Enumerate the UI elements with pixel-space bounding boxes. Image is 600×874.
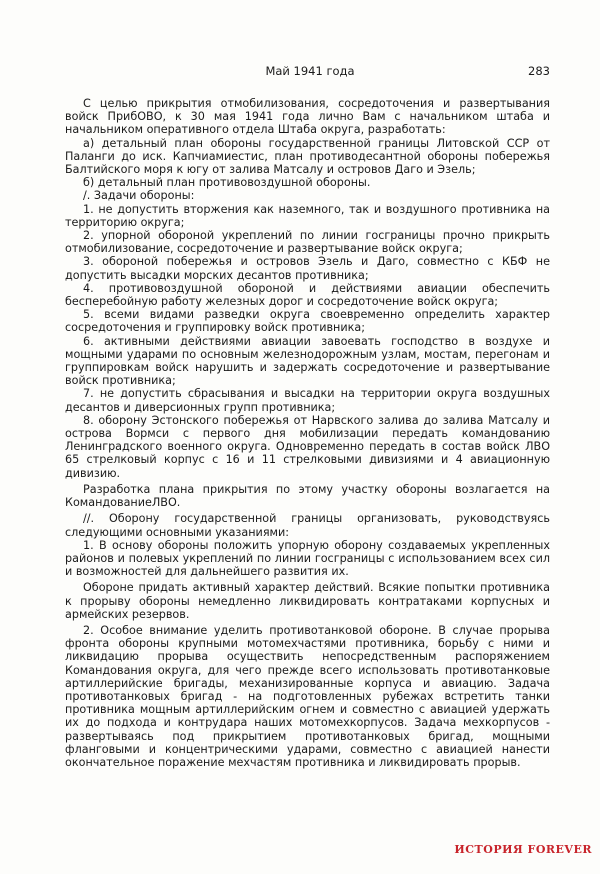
list-item-task-3: 3. обороной побережья и островов Эзель и Даго, совместно с КБФ не допустить высадки морских десантов противника; bbox=[65, 255, 550, 282]
list-item-task-6: 6. активными действиями авиации завоевать господство в воздухе и мощными ударами по основным железнодорожным узлам, мостам, перегонам и группировкам войск нарушить и задержать сосредоточение и развертывание войск противника; bbox=[65, 334, 550, 388]
list-item-task-4: 4. противовоздушной обороной и действиями авиации обеспечить бесперебойную работу железных дорог и сосредоточение войск округа; bbox=[65, 281, 550, 309]
list-item-task-5: 5. всеми видами разведки округа своевременно определить характер сосредоточения и группировку войск противника; bbox=[65, 308, 550, 335]
section-heading-defense-tasks: /. Задачи обороны: bbox=[83, 189, 195, 203]
paragraph-intro: С целью прикрытия отмобилизования, сосредоточения и развертывания войск ПрибОВО, к 30 мая 1941 года лично Вам с начальником штаба и начальником оперативного отдела Штаба округа, разработать: bbox=[65, 97, 550, 137]
document-body bbox=[65, 97, 550, 769]
list-item-task-7: 7. не допустить сбрасывания и высадки на территории округа воздушных десантов и диверсионных групп противника; bbox=[65, 387, 550, 414]
paragraph-plan-b: б) детальный план противовоздушной обороны. bbox=[83, 176, 371, 190]
running-header bbox=[70, 63, 550, 79]
watermark-logo: ИСТОРИЯ FOREVER bbox=[454, 843, 592, 856]
list-item-task-2: 2. упорной обороной укреплений по линии госграницы прочно прикрыть отмобилизование, сосредоточение и развертывание войск округа; bbox=[65, 229, 550, 256]
paragraph-plan-a: а) детальный план обороны государственной границы Литовской ССР от Паланги до иск. Капчиамиестис, план противодесантной обороны побережья Балтийского моря к югу от залива Матсалу и островов Даго и Эзель; bbox=[65, 136, 550, 177]
running-title: Май 1941 года bbox=[265, 64, 355, 78]
section-heading-border-defense: //. Оборону государственной границы организовать, руководствуясь следующими основными указаниями: bbox=[65, 512, 550, 539]
paragraph-active-defense: Обороне придать активный характер действий. Всякие попытки противника к прорыву обороны немедленно ликвидировать контратаками корпусных и армейских резервов. bbox=[65, 581, 550, 621]
paragraph-lvo-responsibility: Разработка плана прикрытия по этому участку обороны возлагается на КомандованиеЛВО. bbox=[65, 482, 550, 510]
list-item-instruction-1: 1. В основу обороны положить упорную оборону создаваемых укрепленных районов и полевых укреплений по линии госграницы с использованием всех сил и возможностей для дальнейшего развития их. bbox=[65, 538, 550, 579]
list-item-instruction-2: 2. Особое внимание уделить противотанковой обороне. В случае прорыва фронта обороны крупными мотомехчастями противника, борьбу с ними и ликвидацию прорыва осуществить непосредственным распоряжением Командования округа, для чего прежде всего использовать противотанковые артиллерийские бригады, механизированные корпуса и авиацию. Задача противотанковых бригад - на подготовленных рубежах встретить танки противника мощным артиллерийским огнем и совместно с авиацией удержать их до подхода и контрудара наших мотомехкорпусов. Задача мехкорпусов - развертываясь под прикрытием противотанковых бригад, мощными фланговыми и концентрическими ударами, совместно с авиацией нанести окончательное поражение мехчастям противника и ликвидировать прорыв. bbox=[65, 623, 550, 769]
page-number: 283 bbox=[528, 64, 550, 78]
list-item-task-8: 8. оборону Эстонского побережья от Нарвского залива до залива Матсалу и острова Вормси с первого дня мобилизации передать командованию Ленинградского военного округа. Одновременно передать в состав войск ЛВО 65 стрелковый корпус с 16 и 11 стрелковыми дивизиями и 4 авиационную дивизию. bbox=[65, 413, 550, 480]
list-item-task-1: 1. не допустить вторжения как наземного, так и воздушного противника на территорию округа; bbox=[65, 202, 550, 229]
